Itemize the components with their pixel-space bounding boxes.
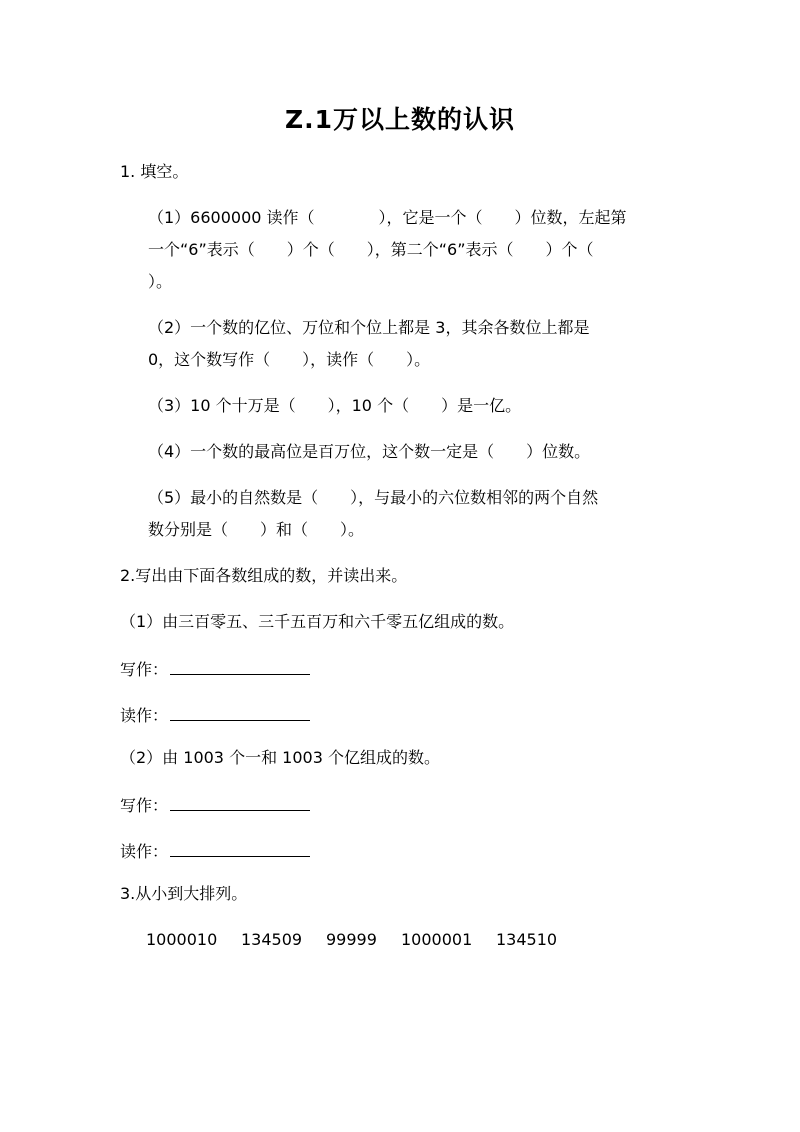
q1-part2-line1: （2）一个数的亿位、万位和个位上都是 3，其余各数位上都是 — [148, 318, 590, 337]
q2-part2: （2）由 1003 个一和 1003 个亿组成的数。 — [120, 748, 440, 767]
answer-blank[interactable] — [170, 658, 310, 675]
q2-part1-write-row — [120, 658, 310, 680]
q2-part2-write-row — [120, 794, 310, 816]
q1-part3: （3）10 个十万是（ ），10 个（ ）是一亿。 — [148, 396, 522, 415]
question-2-heading: 2.写出由下面各数组成的数，并读出来。 — [120, 566, 408, 585]
q1-part5-line2: 数分别是（ ）和（ ）。 — [148, 520, 365, 539]
write-label: 写作： — [120, 796, 169, 815]
read-label: 读作： — [120, 842, 169, 861]
number-item: 134510 — [496, 930, 558, 949]
q2-part2-read-row — [120, 840, 310, 862]
q1-part1-line2: 一个“6”表示（ ）个（ ），第二个“6”表示（ ）个（ — [148, 240, 594, 259]
page-title: Z.1万以上数的认识 — [284, 105, 516, 134]
answer-blank[interactable] — [170, 704, 310, 721]
answer-blank[interactable] — [170, 794, 310, 811]
answer-blank[interactable] — [170, 840, 310, 857]
q2-part1: （1）由三百零五、三千五百万和六千零五亿组成的数。 — [120, 612, 515, 631]
numbers-to-sort — [146, 930, 576, 950]
q2-part1-read-row — [120, 704, 310, 726]
q1-part5-line1: （5）最小的自然数是（ ），与最小的六位数相邻的两个自然 — [148, 488, 599, 507]
number-item: 134509 — [241, 930, 303, 949]
q1-part4: （4）一个数的最高位是百万位，这个数一定是（ ）位数。 — [148, 442, 591, 461]
q1-part1-line3: ）。 — [148, 272, 173, 291]
read-label: 读作： — [120, 706, 169, 725]
q1-part2-line2: 0，这个数写作（ ），读作（ ）。 — [148, 350, 431, 369]
question-3-heading: 3.从小到大排列。 — [120, 884, 248, 903]
number-item: 99999 — [326, 930, 377, 949]
number-item: 1000001 — [401, 930, 473, 949]
number-item: 1000010 — [146, 930, 218, 949]
q1-part1-line1: （1）6600000 读作（ ），它是一个（ ）位数，左起第 — [148, 208, 627, 227]
question-1-heading: 1. 填空。 — [120, 162, 189, 181]
write-label: 写作： — [120, 660, 169, 679]
